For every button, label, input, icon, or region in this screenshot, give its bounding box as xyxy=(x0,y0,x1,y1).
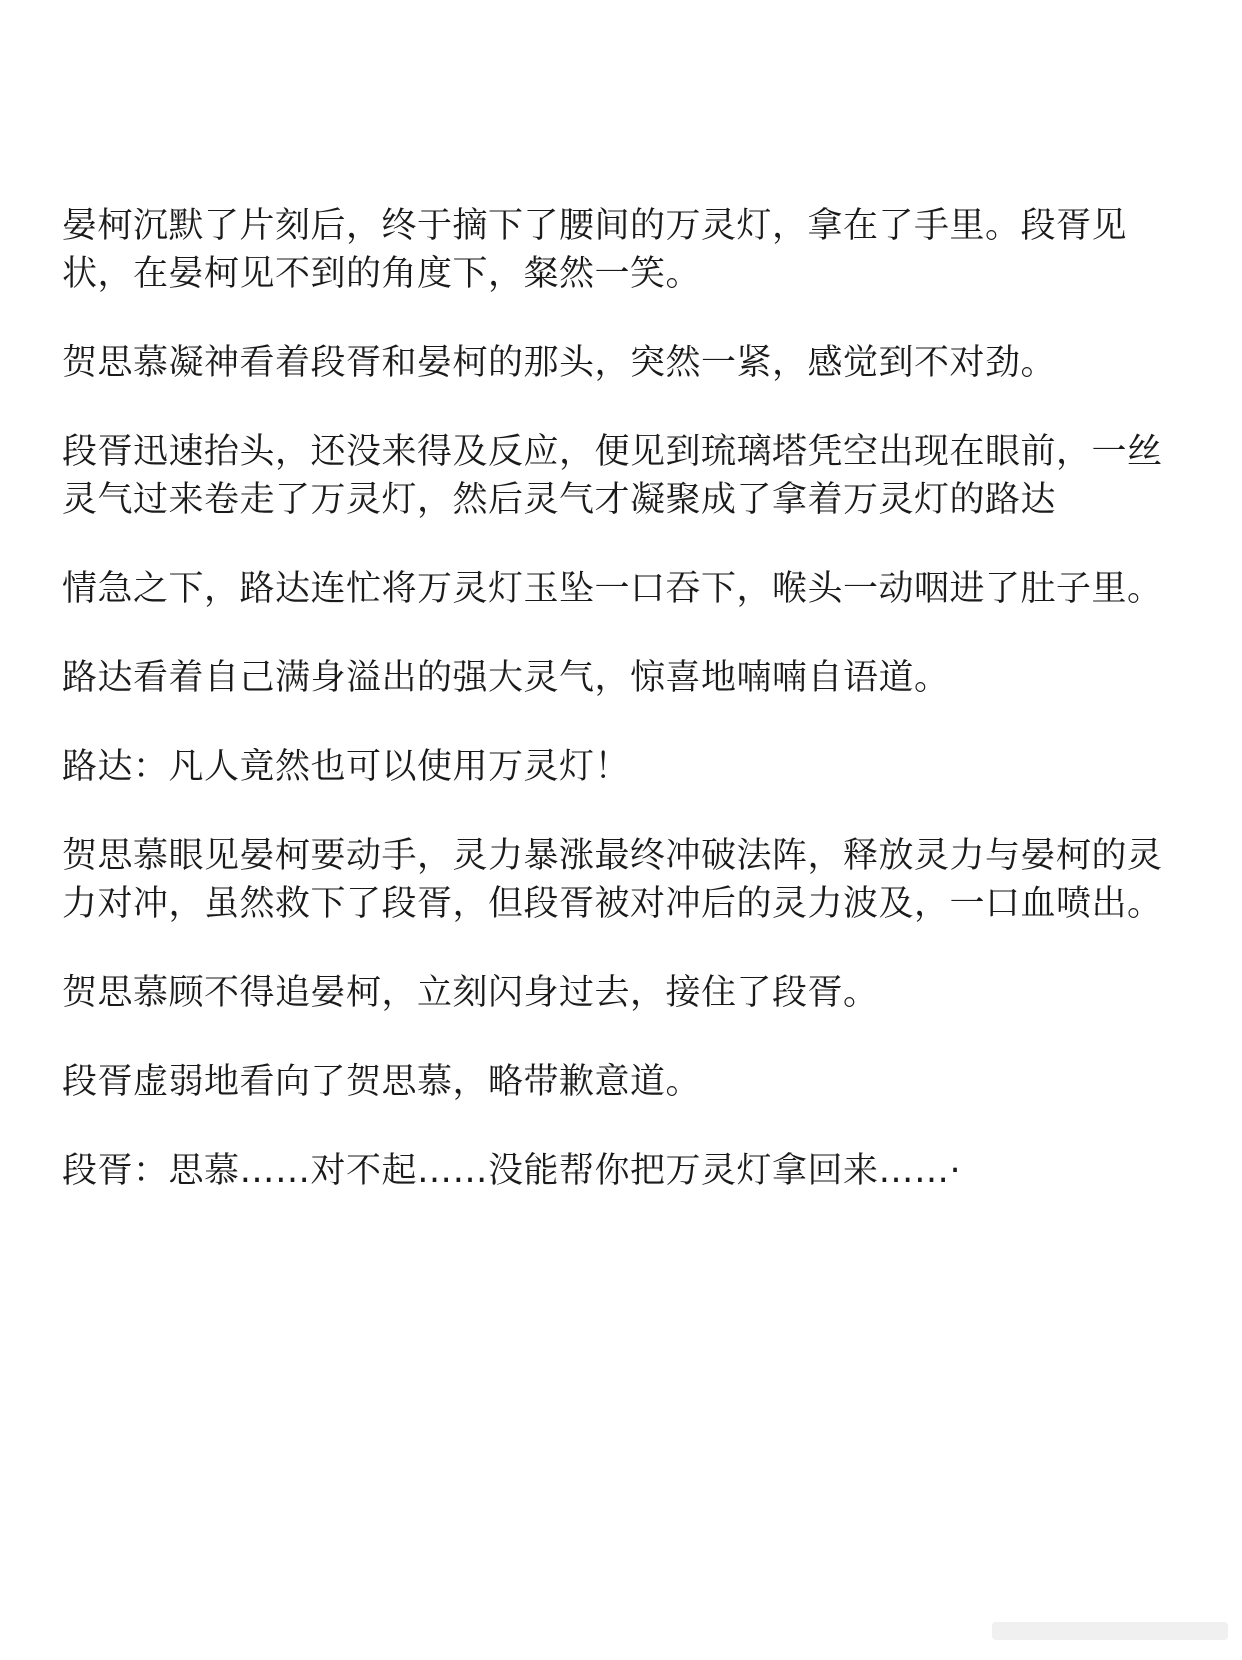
paragraph-6: 路达：凡人竟然也可以使用万灵灯！ xyxy=(62,747,631,787)
paragraph-5: 路达看着自己满身溢出的强大灵气，惊喜地喃喃自语道。 xyxy=(62,658,950,698)
watermark-icon xyxy=(992,1618,1228,1644)
paragraph-3: 段胥迅速抬头，还没来得及反应，便见到琉璃塔凭空出现在眼前，一丝灵气过来卷走了万灵灯，然后灵气才凝聚成了拿着万灵灯的路达 xyxy=(62,432,1163,520)
paragraph-4: 情急之下，路达连忙将万灵灯玉坠一口吞下，喉头一动咽进了肚子里。 xyxy=(62,569,1163,609)
paragraph-7: 贺思慕眼见晏柯要动手，灵力暴涨最终冲破法阵，释放灵力与晏柯的灵力对冲，虽然救下了段胥，但段胥被对冲后的灵力波及，一口血喷出。 xyxy=(62,836,1163,924)
text-body xyxy=(62,202,1182,1236)
paragraph-10: 段胥：思慕……对不起……没能帮你把万灵灯拿回来……· xyxy=(62,1151,962,1191)
paragraph-2: 贺思慕凝神看着段胥和晏柯的那头，突然一紧，感觉到不对劲。 xyxy=(62,343,1057,383)
paragraph-9: 段胥虚弱地看向了贺思慕，略带歉意道。 xyxy=(62,1062,702,1102)
paragraph-1: 晏柯沉默了片刻后，终于摘下了腰间的万灵灯，拿在了手里。段胥见状，在晏柯见不到的角度下，粲然一笑。 xyxy=(62,206,1128,294)
paragraph-8: 贺思慕顾不得追晏柯，立刻闪身过去，接住了段胥。 xyxy=(62,973,879,1013)
